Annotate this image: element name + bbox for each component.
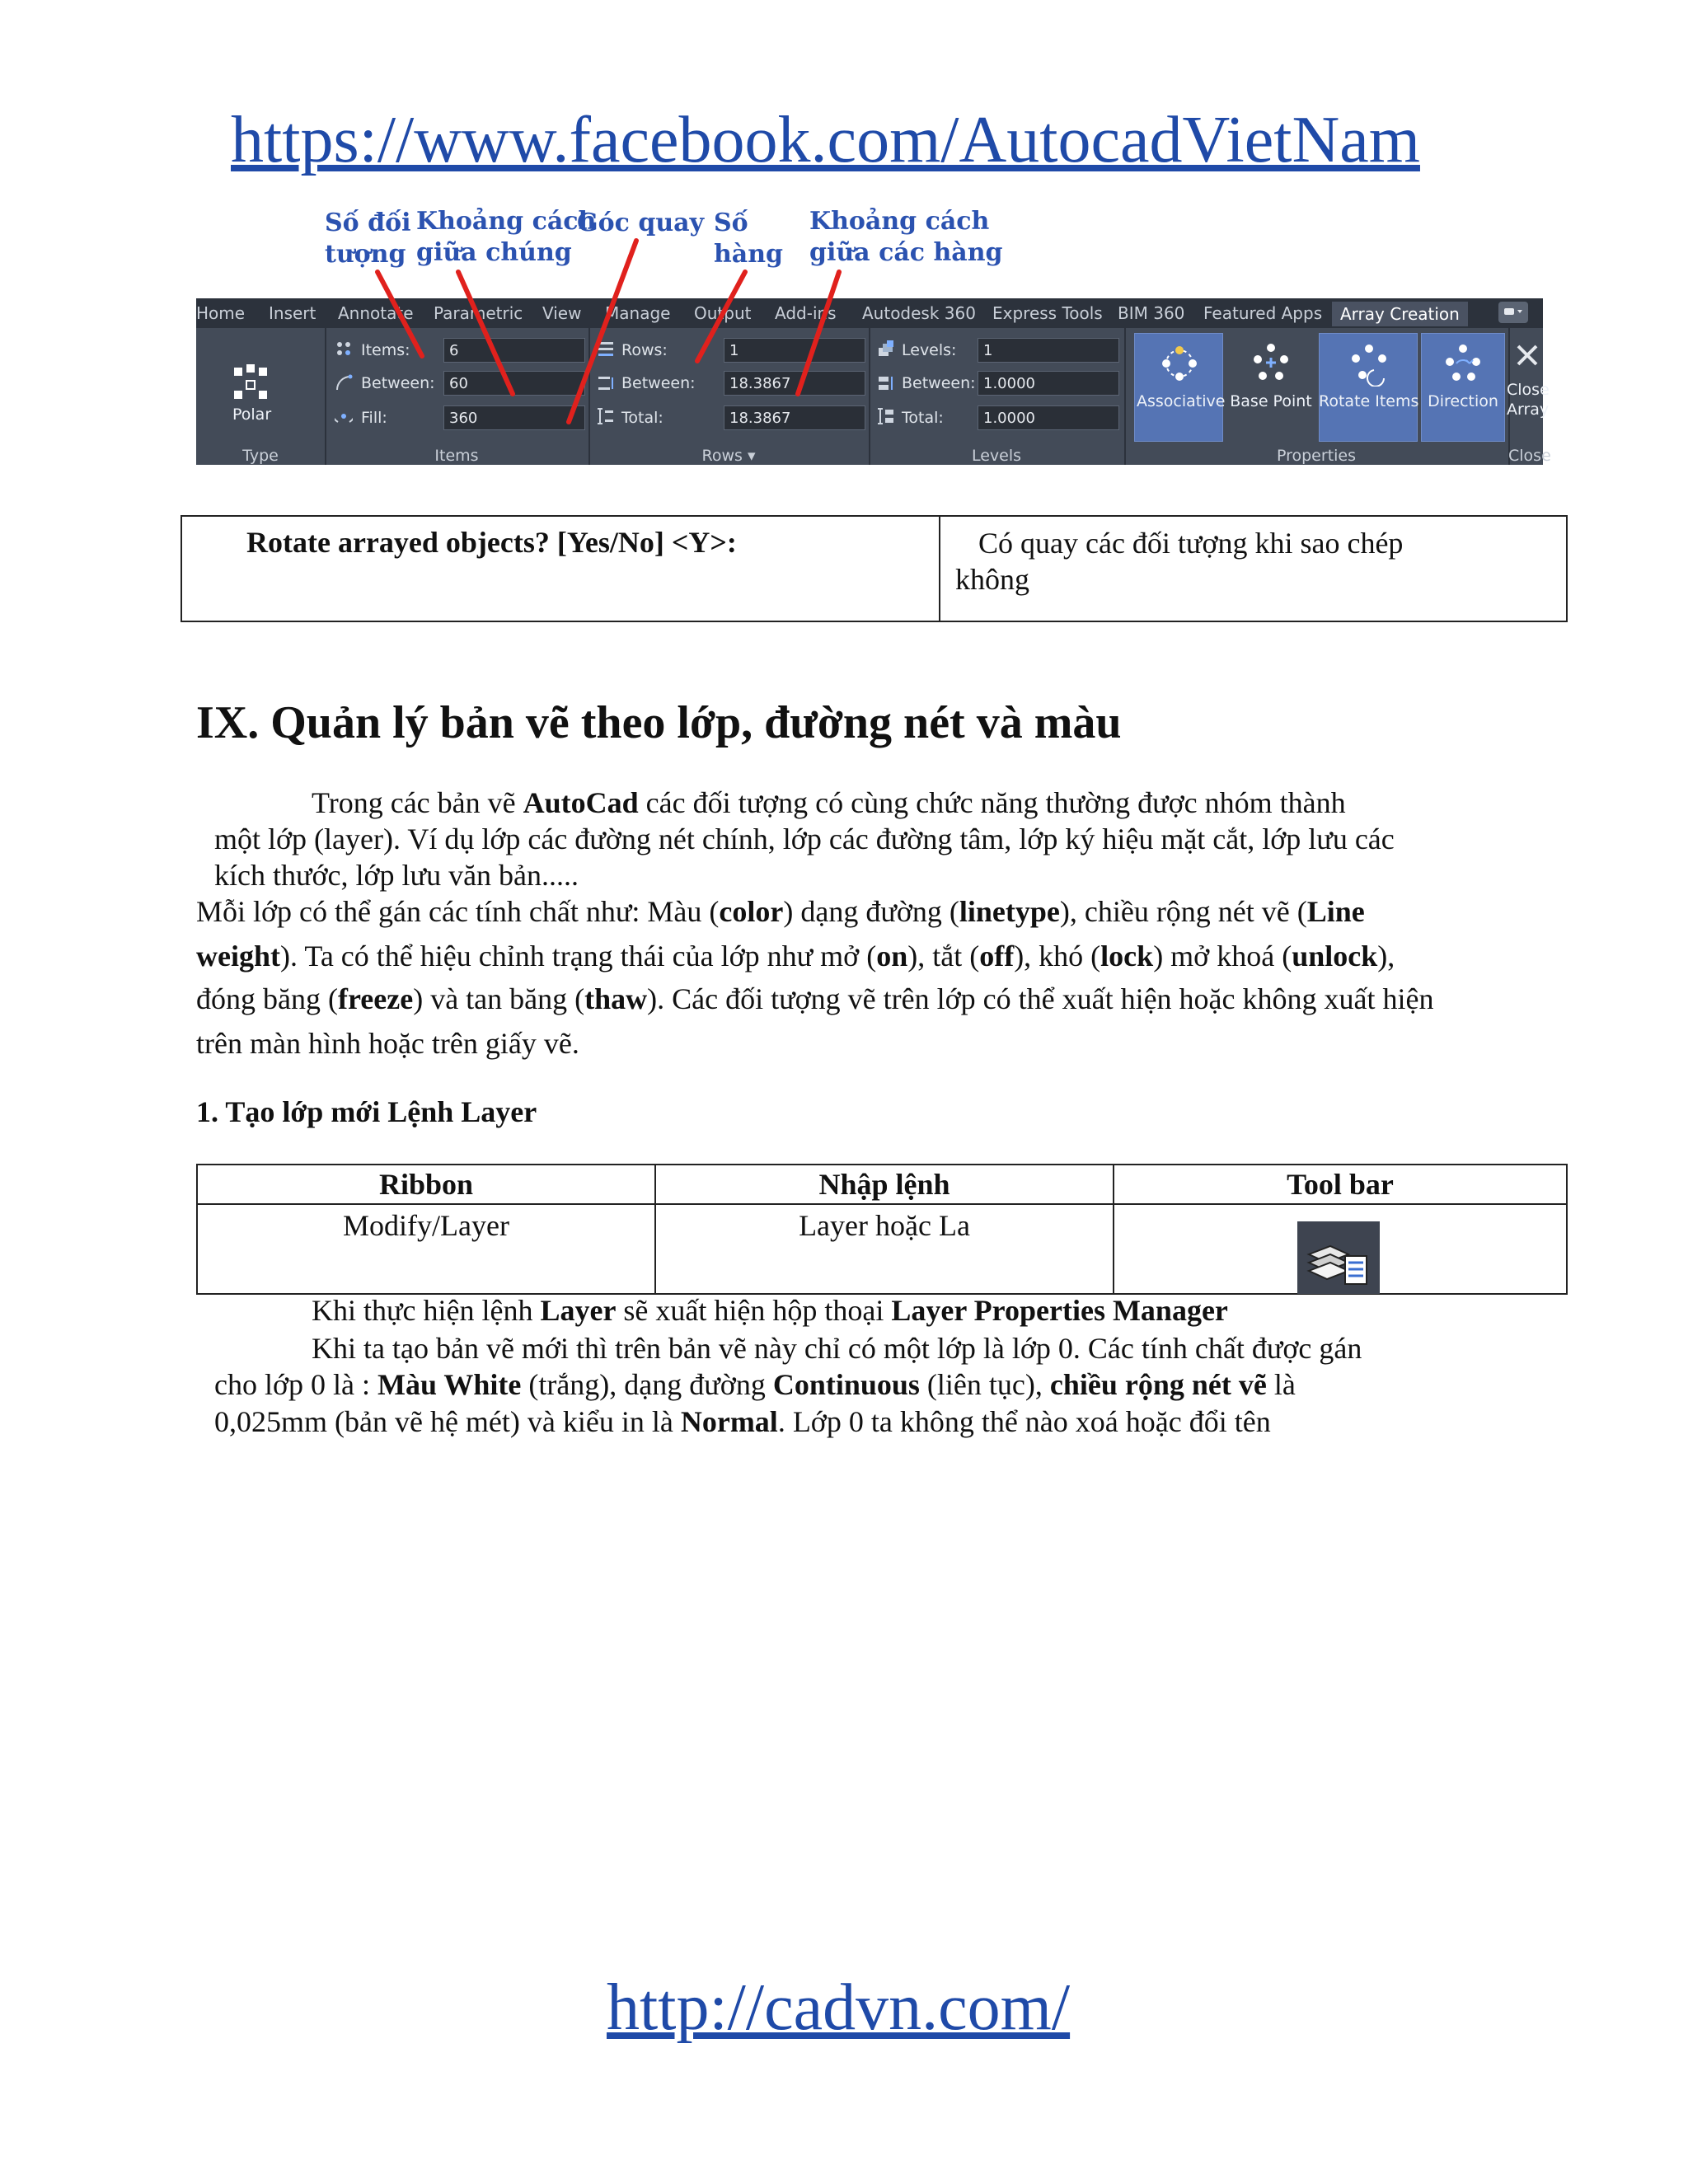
text-span: 0,025mm (bản vẽ hệ mét) và kiểu in là: [214, 1405, 681, 1438]
prompt-translation-line: không: [955, 563, 1029, 596]
close-array-label-line2[interactable]: Array: [1507, 401, 1550, 419]
levels-total-input[interactable]: 1.0000: [978, 405, 1119, 430]
tab-home[interactable]: Home: [196, 303, 246, 323]
annotation-line: tượng: [325, 240, 406, 269]
paragraph-line: [196, 1025, 579, 1062]
paragraph-line: [214, 1366, 1296, 1403]
levels-total-label: Total:: [902, 409, 944, 427]
text-span: trên màn hình hoặc trên giấy vẽ.: [196, 1027, 579, 1060]
rows-between-label: Between:: [621, 374, 696, 392]
prompt-table: [181, 515, 1568, 622]
annotation-line: giữa chúng: [416, 238, 572, 267]
annotation-line: Khoảng cách: [416, 207, 597, 236]
text-span: một lớp (layer). Ví dụ lớp các đường nét chính, lớp các đường tâm, lớp ký hiệu mặt cắt, lớp lưu các: [214, 823, 1395, 855]
annotation-line: hàng: [714, 240, 784, 269]
table-header-row: [197, 1165, 1567, 1204]
rows-total-input[interactable]: 18.3867: [724, 405, 865, 430]
bold-text: linetype: [959, 895, 1060, 928]
tab-add-ins[interactable]: Add-ins: [775, 303, 837, 323]
header-toolbar: Tool bar: [1114, 1165, 1567, 1204]
bold-text: weight: [196, 940, 280, 972]
header-link[interactable]: https://www.facebook.com/AutocadVietNam: [231, 104, 1420, 176]
text-span: Khi ta tạo bản vẽ mới thì trên bản vẽ này chỉ có một lớp là lớp 0. Các tính chất được gán: [312, 1332, 1362, 1365]
items-between-input[interactable]: 60: [443, 371, 585, 396]
header-ribbon: Ribbon: [197, 1165, 655, 1204]
bold-text: off: [979, 940, 1015, 972]
fill-input[interactable]: 360: [443, 405, 585, 430]
text-span: ), khó (: [1014, 940, 1101, 972]
associative-label[interactable]: Associative: [1137, 392, 1226, 410]
bold-text: Layer: [540, 1294, 617, 1327]
bold-text: Màu White: [377, 1368, 522, 1401]
paragraph-line: [196, 981, 1433, 1017]
bold-text: unlock: [1292, 940, 1378, 972]
close-array-label-line1[interactable]: Close: [1507, 381, 1550, 399]
text-span: đóng băng (: [196, 982, 338, 1015]
rows-between-input[interactable]: 18.3867: [724, 371, 865, 396]
paragraph-line: [312, 1330, 1362, 1366]
rows-panel-footer[interactable]: Rows ▾: [701, 447, 756, 465]
command-table: [196, 1164, 1568, 1295]
polar-button-label[interactable]: Polar: [232, 405, 272, 424]
levels-input[interactable]: 1: [978, 338, 1119, 363]
paragraph-line: [196, 893, 1365, 930]
text-span: ) mở khoá (: [1153, 940, 1292, 972]
rows-total-label: Total:: [621, 409, 663, 427]
ribbon-path-cell: Modify/Layer: [197, 1204, 655, 1294]
bold-text: Layer Properties Manager: [891, 1294, 1228, 1327]
prompt-cell: [181, 516, 940, 621]
text-span: ). Các đối tượng vẽ trên lớp có thể xuất hiện hoặc không xuất hiện: [647, 982, 1434, 1015]
table-row: [197, 1204, 1567, 1294]
prompt-translation-line: Có quay các đối tượng khi sao chép: [978, 527, 1404, 560]
bold-text: Continuous: [772, 1368, 920, 1401]
command-cell: Layer hoặc La: [655, 1204, 1114, 1294]
tab-manage[interactable]: Manage: [605, 303, 671, 323]
close-panel-footer: Close: [1508, 447, 1551, 465]
annotation-line: Số: [714, 209, 748, 237]
direction-label[interactable]: Direction: [1428, 392, 1498, 410]
rows-label: Rows:: [621, 341, 668, 359]
items-input[interactable]: 6: [443, 338, 585, 363]
section-title: IX. Quản lý bản vẽ theo lớp, đường nét và màu: [196, 697, 1122, 748]
bold-text: on: [876, 940, 908, 972]
tab-output[interactable]: Output: [694, 303, 752, 323]
annotation-line: Số đối: [325, 209, 411, 237]
text-span: kích thước, lớp lưu văn bản.....: [214, 859, 579, 892]
tab-bim-360[interactable]: BIM 360: [1118, 303, 1185, 323]
items-panel-footer: Items: [434, 447, 479, 465]
bold-text: AutoCad: [523, 786, 639, 819]
text-span: (trắng), dạng đường: [521, 1368, 773, 1401]
paragraph-line: [196, 938, 1395, 974]
subsection-title: 1. Tạo lớp mới Lệnh Layer: [196, 1095, 537, 1128]
items-between-label: Between:: [361, 374, 435, 392]
annotation-line: Góc quay: [577, 209, 704, 237]
levels-panel-footer: Levels: [971, 447, 1022, 465]
footer-link[interactable]: http://cadvn.com/: [607, 1971, 1071, 2044]
paragraph-line: [214, 857, 579, 893]
tab-array-creation[interactable]: Array Creation: [1332, 302, 1468, 326]
text-span: ) và tan băng (: [413, 982, 585, 1015]
bold-text: chiều rộng nét vẽ: [1049, 1368, 1267, 1401]
tab-insert[interactable]: Insert: [269, 303, 316, 323]
bold-text: Normal: [680, 1405, 778, 1438]
text-span: Khi thực hiện lệnh: [312, 1294, 541, 1327]
table-row: [181, 516, 1567, 621]
levels-label: Levels:: [902, 341, 957, 359]
rotate-items-label[interactable]: Rotate Items: [1319, 392, 1419, 410]
paragraph-line: [312, 1292, 1228, 1329]
annotation-line: Khoảng cách: [809, 207, 990, 236]
text-span: ), chiều rộng nét vẽ (: [1059, 895, 1307, 928]
bold-text: color: [719, 895, 784, 928]
paragraph-line: [312, 785, 1346, 821]
paragraph-line: [214, 821, 1395, 857]
text-span: ). Ta có thể hiệu chỉnh trạng thái của lớp như mở (: [280, 940, 877, 972]
bold-text: lock: [1100, 940, 1154, 972]
text-span: ) dạng đường (: [783, 895, 959, 928]
text-span: các đối tượng có cùng chức năng thường được nhóm thành: [638, 786, 1346, 819]
header-command: Nhập lệnh: [655, 1165, 1114, 1204]
paragraph-line: [214, 1404, 1271, 1440]
text-span: . Lớp 0 ta không thể nào xoá hoặc đổi tên: [777, 1405, 1271, 1438]
prompt-text: Rotate arrayed objects? [Yes/No] <Y>:: [246, 526, 737, 559]
tab-express-tools[interactable]: Express Tools: [992, 303, 1103, 323]
bold-text: thaw: [584, 982, 648, 1015]
text-span: ),: [1377, 940, 1395, 972]
rows-input[interactable]: 1: [724, 338, 865, 363]
toolbar-cell: [1114, 1204, 1567, 1294]
levels-between-input[interactable]: 1.0000: [978, 371, 1119, 396]
type-panel-footer: Type: [242, 447, 279, 465]
layer-properties-icon[interactable]: [1297, 1221, 1380, 1294]
annotation-arrows: [0, 0, 1688, 511]
text-span: là: [1266, 1368, 1296, 1401]
tab-featured-apps[interactable]: Featured Apps: [1203, 303, 1323, 323]
annotation-line: giữa các hàng: [809, 238, 1003, 267]
text-span: ), tắt (: [907, 940, 980, 972]
tab-parametric[interactable]: Parametric: [434, 303, 523, 323]
text-span: sẽ xuất hiện hộp thoại: [616, 1294, 892, 1327]
items-label: Items:: [361, 341, 410, 359]
tab-view[interactable]: View: [542, 303, 582, 323]
text-span: (liên tục),: [919, 1368, 1050, 1401]
bold-text: Line: [1306, 895, 1365, 928]
text-span: cho lớp 0 là :: [214, 1368, 377, 1401]
tab-autodesk-360[interactable]: Autodesk 360: [862, 303, 976, 323]
text-span: Trong các bản vẽ: [312, 786, 523, 819]
bold-text: freeze: [337, 982, 414, 1015]
base-point-label[interactable]: Base Point: [1230, 392, 1312, 410]
text-span: Mỗi lớp có thể gán các tính chất như: Màu (: [196, 895, 720, 928]
tab-annotate[interactable]: Annotate: [338, 303, 414, 323]
levels-between-label: Between:: [902, 374, 976, 392]
fill-label: Fill:: [361, 409, 387, 427]
properties-panel-footer: Properties: [1276, 447, 1357, 465]
prompt-translation-cell: [940, 516, 1567, 621]
